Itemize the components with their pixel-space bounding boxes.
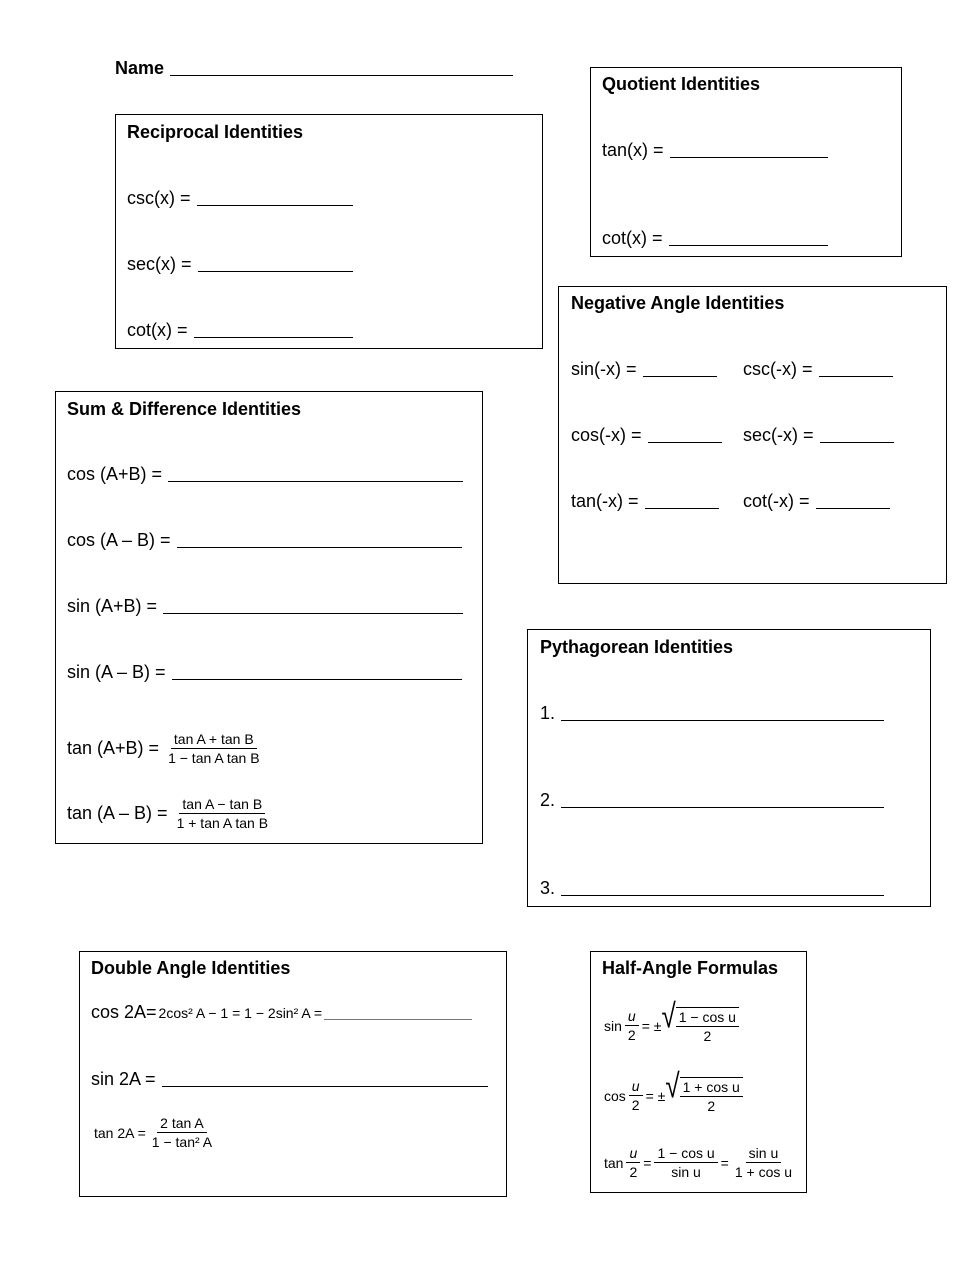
half-sin-lhs: sin	[604, 1017, 622, 1034]
pythagorean-row-2	[540, 790, 884, 811]
negative-label: cos(-x) =	[571, 425, 642, 445]
u-over-2	[629, 1078, 643, 1113]
fraction-denominator: 2	[627, 1027, 636, 1044]
fraction-denominator: 2	[707, 1098, 716, 1115]
answer-blank[interactable]	[168, 480, 463, 482]
double-tan-label: tan 2A =	[94, 1124, 146, 1141]
answer-blank[interactable]	[819, 375, 893, 377]
half-cos-lhs: cos	[604, 1087, 626, 1104]
half-sin-formula	[604, 996, 739, 1045]
half-tan-formula	[604, 1145, 795, 1180]
pythagorean-row-3	[540, 878, 884, 899]
square-root	[661, 996, 738, 1045]
half-title: Half-Angle Formulas	[602, 958, 779, 978]
u-over-2	[626, 1145, 640, 1180]
pythagorean-number: 1.	[540, 703, 556, 723]
answer-blank[interactable]	[561, 894, 884, 896]
tan-diff-label: tan (A – B) =	[67, 803, 168, 824]
sumdiff-label: cos (A – B) =	[67, 530, 171, 550]
sumdiff-box	[55, 391, 483, 844]
tan-sum-formula	[67, 731, 263, 766]
reciprocal-label: csc(x) =	[127, 188, 191, 208]
name-row	[115, 58, 513, 79]
fraction-numerator: u	[629, 1078, 643, 1096]
fraction-denominator: 2	[703, 1028, 712, 1045]
name-label: Name	[115, 58, 165, 78]
fraction-numerator: tan A − tan B	[179, 796, 265, 814]
fraction-denominator: 2	[629, 1164, 638, 1181]
negative-label: csc(-x) =	[743, 359, 813, 379]
reciprocal-label: sec(x) =	[127, 254, 192, 274]
answer-blank[interactable]	[324, 1018, 472, 1020]
pythagorean-title: Pythagorean Identities	[540, 637, 734, 657]
sumdiff-label: sin (A – B) =	[67, 662, 166, 682]
answer-blank[interactable]	[198, 270, 353, 272]
fraction-numerator: 1 − cos u	[654, 1145, 717, 1163]
negative-label: sec(-x) =	[743, 425, 814, 445]
tan-half-fraction-2	[732, 1145, 795, 1180]
negative-row-tan	[571, 491, 719, 512]
answer-blank[interactable]	[194, 336, 353, 338]
quotient-label: cot(x) =	[602, 228, 663, 248]
double-tan-fraction	[149, 1115, 215, 1150]
pythagorean-number: 2.	[540, 790, 556, 810]
half-cos-formula	[604, 1066, 743, 1115]
quotient-label: tan(x) =	[602, 140, 664, 160]
fraction-numerator: 2 tan A	[157, 1115, 207, 1133]
tan-sum-label: tan (A+B) =	[67, 738, 160, 759]
pythagorean-box	[527, 629, 931, 907]
double-cos-expression: 2cos² A − 1 = 1 − 2sin² A =	[158, 1005, 322, 1021]
sumdiff-row-cos-diff	[67, 530, 462, 551]
radicand-fraction	[676, 1007, 739, 1044]
answer-blank[interactable]	[648, 441, 722, 443]
answer-blank[interactable]	[816, 507, 890, 509]
negative-row-csc	[743, 359, 893, 380]
sumdiff-row-cos-sum	[67, 464, 463, 485]
quotient-title: Quotient Identities	[602, 74, 761, 94]
sumdiff-title: Sum & Difference Identities	[67, 399, 302, 419]
answer-blank[interactable]	[561, 719, 884, 721]
radical-sign: √	[665, 1066, 680, 1106]
equals-sign: =	[643, 1154, 652, 1171]
negative-row-cos	[571, 425, 722, 446]
reciprocal-label: cot(x) =	[127, 320, 188, 340]
answer-blank[interactable]	[162, 1085, 488, 1087]
u-over-2	[625, 1008, 639, 1043]
fraction-numerator: tan A + tan B	[171, 731, 257, 749]
answer-blank[interactable]	[561, 806, 884, 808]
pythagorean-number: 3.	[540, 878, 556, 898]
fraction-denominator: 2	[631, 1097, 640, 1114]
double-cos-label: cos 2A=	[91, 1002, 157, 1022]
pythagorean-row-1	[540, 703, 884, 724]
answer-blank[interactable]	[820, 441, 894, 443]
double-tan-formula	[94, 1115, 215, 1150]
quotient-row-tan	[602, 140, 828, 161]
answer-blank[interactable]	[645, 507, 719, 509]
reciprocal-title: Reciprocal Identities	[127, 122, 304, 142]
tan-diff-formula	[67, 796, 271, 831]
answer-blank[interactable]	[177, 546, 462, 548]
quotient-row-cot	[602, 228, 828, 249]
double-row-cos	[91, 1002, 472, 1023]
answer-blank[interactable]	[643, 375, 717, 377]
answer-blank[interactable]	[670, 156, 828, 158]
answer-blank[interactable]	[197, 204, 353, 206]
radicand-fraction	[680, 1077, 743, 1114]
negative-row-cot	[743, 491, 890, 512]
equals-sign: =	[720, 1154, 729, 1171]
tan-sum-fraction	[165, 731, 262, 766]
fraction-numerator: u	[626, 1145, 640, 1163]
negative-row-sec	[743, 425, 894, 446]
name-field[interactable]	[170, 74, 513, 76]
double-title: Double Angle Identities	[91, 958, 291, 978]
sumdiff-label: cos (A+B) =	[67, 464, 163, 484]
sumdiff-row-sin-sum	[67, 596, 463, 617]
reciprocal-row-sec	[127, 254, 353, 275]
double-row-sin	[91, 1069, 488, 1090]
negative-label: tan(-x) =	[571, 491, 639, 511]
negative-row-sin	[571, 359, 717, 380]
fraction-numerator: sin u	[746, 1145, 782, 1163]
half-tan-lhs: tan	[604, 1154, 624, 1171]
fraction-numerator: u	[625, 1008, 639, 1026]
fraction-denominator: 1 − tan A tan B	[168, 750, 260, 767]
reciprocal-row-cot	[127, 320, 353, 341]
sumdiff-label: sin (A+B) =	[67, 596, 158, 616]
answer-blank[interactable]	[669, 244, 828, 246]
fraction-numerator: 1 − cos u	[676, 1009, 739, 1027]
plus-minus: = ±	[641, 1017, 662, 1034]
answer-blank[interactable]	[163, 612, 463, 614]
negative-label: sin(-x) =	[571, 359, 637, 379]
reciprocal-box	[115, 114, 543, 349]
negative-label: cot(-x) =	[743, 491, 810, 511]
answer-blank[interactable]	[172, 678, 462, 680]
radical-sign: √	[661, 996, 676, 1036]
fraction-denominator: 1 − tan² A	[151, 1134, 213, 1151]
sumdiff-row-sin-diff	[67, 662, 462, 683]
negative-title: Negative Angle Identities	[571, 293, 785, 313]
square-root	[665, 1066, 742, 1115]
fraction-numerator: 1 + cos u	[680, 1079, 743, 1097]
tan-diff-fraction	[174, 796, 271, 831]
reciprocal-row-csc	[127, 188, 353, 209]
plus-minus: = ±	[645, 1087, 666, 1104]
fraction-denominator: sin u	[671, 1164, 701, 1181]
tan-half-fraction-1	[654, 1145, 717, 1180]
fraction-denominator: 1 + tan A tan B	[176, 815, 269, 832]
fraction-denominator: 1 + cos u	[734, 1164, 793, 1181]
double-sin-label: sin 2A =	[91, 1069, 156, 1089]
